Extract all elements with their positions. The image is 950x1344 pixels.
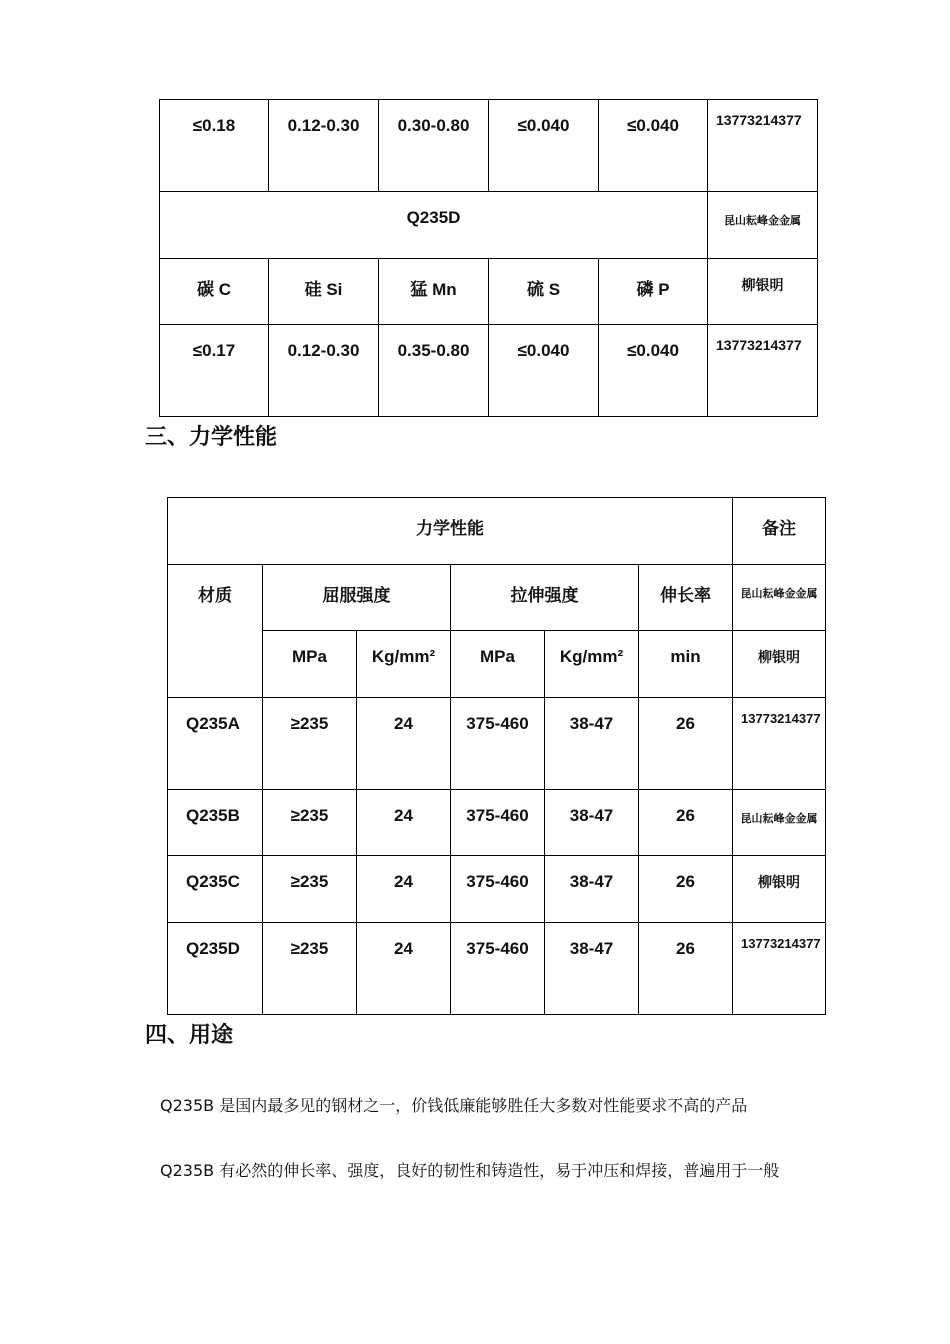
yield-mpa-cell: ≥235	[263, 923, 357, 1015]
unit-yield-kg: Kg/mm²	[357, 631, 451, 698]
grade-cell: Q235A	[168, 698, 263, 790]
company-note: 昆山耘峰金金属	[733, 565, 826, 631]
phosphorus-value: ≤0.040	[599, 100, 708, 192]
yield-mpa-cell: ≥235	[263, 856, 357, 923]
table-row	[168, 856, 826, 923]
usage-paragraph-2: Q235B 有必然的伸长率、强度，良好的韧性和铸造性，易于冲压和焊接，普遍用于一般	[160, 1161, 780, 1180]
chem-header-row	[160, 259, 818, 325]
contact-name-note: 柳银明	[733, 631, 826, 698]
phone-note: 13773214377	[708, 100, 818, 192]
yield-kg-cell: 24	[357, 790, 451, 856]
chem-row-q235d-values	[160, 325, 818, 417]
tensile-kg-cell: 38-47	[545, 790, 639, 856]
elongation-cell: 26	[639, 856, 733, 923]
header-manganese: 猛 Mn	[379, 259, 489, 325]
yield-kg-cell: 24	[357, 698, 451, 790]
tensile-kg-cell: 38-47	[545, 698, 639, 790]
elongation-header: 伸长率	[639, 565, 733, 631]
sulfur-value: ≤0.040	[489, 325, 599, 417]
phone-note: 13773214377	[708, 325, 818, 417]
silicon-value: 0.12-0.30	[269, 100, 379, 192]
yield-kg-cell: 24	[357, 923, 451, 1015]
grade-cell: Q235B	[168, 790, 263, 856]
company-note: 昆山耘峰金金属	[708, 192, 818, 259]
unit-elongation: min	[639, 631, 733, 698]
yield-strength-header: 屈服强度	[263, 565, 451, 631]
carbon-value: ≤0.18	[160, 100, 269, 192]
tensile-mpa-cell: 375-460	[451, 923, 545, 1015]
unit-tensile-kg: Kg/mm²	[545, 631, 639, 698]
yield-mpa-cell: ≥235	[263, 790, 357, 856]
usage-paragraph-1: Q235B 是国内最多见的钢材之一，价钱低廉能够胜任大多数对性能要求不高的产品	[160, 1096, 748, 1115]
elongation-cell: 26	[639, 698, 733, 790]
chem-grade-row	[160, 192, 818, 259]
tensile-strength-header: 拉伸强度	[451, 565, 639, 631]
phone-note: 13773214377	[733, 923, 826, 1015]
yield-mpa-cell: ≥235	[263, 698, 357, 790]
tensile-kg-cell: 38-47	[545, 923, 639, 1015]
remark-header: 备注	[733, 498, 826, 565]
tensile-kg-cell: 38-47	[545, 856, 639, 923]
chemical-composition-table	[159, 99, 818, 417]
mech-table-title: 力学性能	[168, 498, 733, 565]
elongation-cell: 26	[639, 923, 733, 1015]
section-4-heading: 四、用途	[145, 1023, 234, 1048]
grade-label: Q235D	[160, 192, 708, 259]
phone-note: 13773214377	[733, 698, 826, 790]
mech-title-row	[168, 498, 826, 565]
grade-cell: Q235C	[168, 856, 263, 923]
silicon-value: 0.12-0.30	[269, 325, 379, 417]
tensile-mpa-cell: 375-460	[451, 856, 545, 923]
phosphorus-value: ≤0.040	[599, 325, 708, 417]
mech-units-row	[168, 631, 826, 698]
header-sulfur: 硫 S	[489, 259, 599, 325]
header-carbon: 碳 C	[160, 259, 269, 325]
table-row	[168, 923, 826, 1015]
mechanical-properties-table	[167, 497, 826, 1015]
manganese-value: 0.35-0.80	[379, 325, 489, 417]
contact-name-note: 柳银明	[708, 259, 818, 325]
carbon-value: ≤0.17	[160, 325, 269, 417]
table-row	[168, 698, 826, 790]
section-3-heading: 三、力学性能	[145, 425, 278, 450]
table-row	[168, 790, 826, 856]
tensile-mpa-cell: 375-460	[451, 790, 545, 856]
tensile-mpa-cell: 375-460	[451, 698, 545, 790]
material-header: 材质	[168, 565, 263, 698]
elongation-cell: 26	[639, 790, 733, 856]
chem-row-q235c-values	[160, 100, 818, 192]
manganese-value: 0.30-0.80	[379, 100, 489, 192]
grade-cell: Q235D	[168, 923, 263, 1015]
sulfur-value: ≤0.040	[489, 100, 599, 192]
unit-tensile-mpa: MPa	[451, 631, 545, 698]
header-silicon: 硅 Si	[269, 259, 379, 325]
yield-kg-cell: 24	[357, 856, 451, 923]
header-phosphorus: 磷 P	[599, 259, 708, 325]
contact-name-note: 柳银明	[733, 856, 826, 923]
mech-header-row	[168, 565, 826, 631]
company-note: 昆山耘峰金金属	[733, 790, 826, 856]
unit-yield-mpa: MPa	[263, 631, 357, 698]
